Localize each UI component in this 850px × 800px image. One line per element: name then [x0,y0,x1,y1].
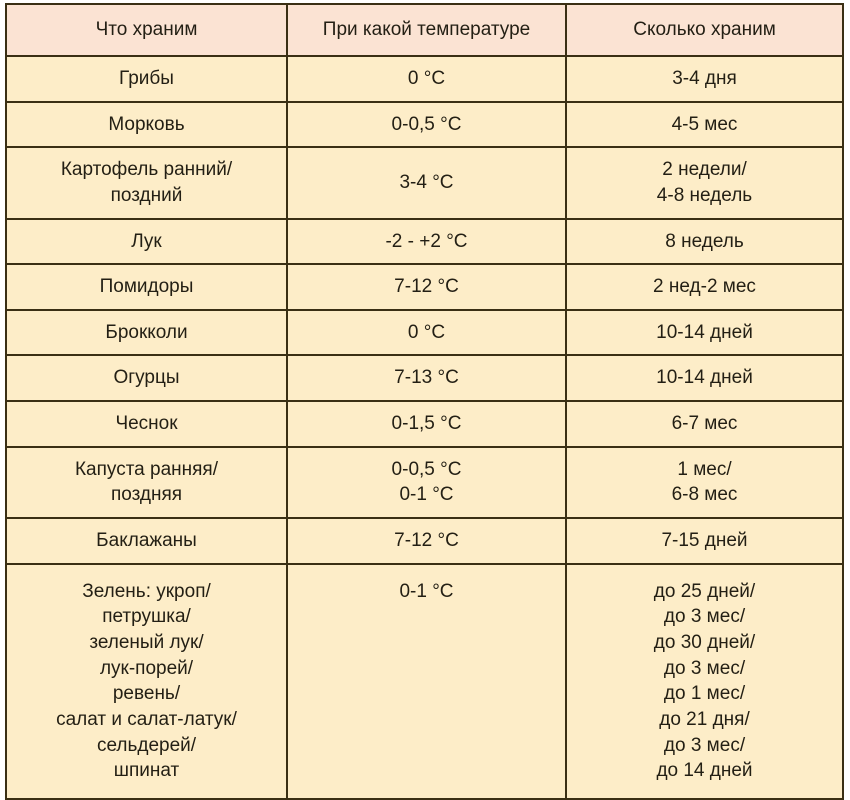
cell-what-line: Морковь [108,113,185,135]
storage-table-container [5,3,842,800]
cell-temperature-line: -2 - +2 °C [385,230,468,252]
cell-duration-line: 10-14 дней [656,367,753,389]
cell-temperature-lines [294,365,559,391]
cell-temperature [287,401,566,447]
cell-temperature-line: 0-0,5 °C [391,458,462,480]
cell-temperature-line: 0 °C [407,321,446,343]
cell-temperature-lines [294,229,559,255]
cell-duration [566,264,843,310]
cell-temperature-line: 0-1,5 °C [391,413,462,435]
cell-duration-line: до 30 дней/ [653,631,756,653]
cell-duration-lines [573,229,836,255]
cell-temperature-lines [294,112,559,138]
cell-duration [566,219,843,265]
cell-duration-lines [573,274,836,300]
cell-temperature-lines [294,274,559,300]
cell-duration-line: 1 мес/ [677,458,732,480]
cell-duration-line: 7-15 дней [661,530,748,552]
cell-what-lines [13,320,280,346]
cell-temperature-line: 7-12 °C [394,530,459,552]
cell-what [6,355,287,401]
cell-what-lines [13,157,280,208]
cell-duration [566,147,843,218]
column-header-what: Что храним [6,4,287,56]
cell-duration-line: до 1 мес/ [663,683,746,705]
cell-temperature [287,56,566,102]
cell-what-lines [13,579,280,784]
table-row [6,147,843,218]
cell-temperature-line: 0-1 °C [399,484,454,506]
cell-what-line: Картофель ранний/ [60,159,233,181]
cell-temperature-lines [294,411,559,437]
cell-temperature-lines [294,320,559,346]
cell-temperature-lines [294,457,559,508]
header-row [6,4,843,56]
cell-duration-line: 10-14 дней [656,321,753,343]
cell-duration [566,564,843,799]
cell-what [6,102,287,148]
table-row [6,447,843,518]
cell-what-lines [13,457,280,508]
cell-what-line: Лук [131,230,162,252]
cell-what-line: Грибы [119,68,174,89]
cell-what-line: шпинат [113,760,180,782]
cell-what [6,564,287,799]
table-row [6,518,843,564]
table-body [6,56,843,799]
cell-what-lines [13,411,280,437]
cell-duration-line: 6-8 мес [671,484,738,506]
cell-duration-line: 2 нед-2 мес [653,276,756,298]
cell-duration [566,310,843,356]
cell-temperature-line: 0-1 °C [399,580,454,602]
cell-what-line: поздний [110,184,183,206]
cell-duration-lines [573,457,836,508]
table-row [6,564,843,799]
table-row [6,56,843,102]
cell-what-line: салат и салат-латук/ [56,708,237,730]
cell-what [6,447,287,518]
cell-what-line: Брокколи [105,321,188,343]
cell-what-line: ревень/ [112,683,181,705]
cell-duration-line: до 14 дней [656,760,753,782]
cell-temperature [287,102,566,148]
cell-temperature [287,355,566,401]
cell-what [6,310,287,356]
cell-duration-lines [573,528,836,554]
cell-what [6,147,287,218]
cell-duration-line: до 3 мес/ [663,657,746,679]
cell-duration-lines [573,411,836,437]
cell-duration-lines [573,112,836,138]
cell-duration-line: 4-8 недель [656,184,753,206]
cell-what-line: Капуста ранняя/ [74,458,219,480]
cell-duration-line: 6-7 мес [671,413,738,435]
cell-duration-lines [573,365,836,391]
cell-what-line: петрушка/ [102,606,191,628]
cell-what [6,401,287,447]
cell-what-lines [13,365,280,391]
cell-temperature-line: 7-12 °C [394,276,459,298]
table-header [6,4,843,56]
cell-duration-line: 8 недель [665,230,744,252]
cell-duration [566,355,843,401]
cell-what [6,219,287,265]
cell-duration-lines [573,66,836,92]
cell-duration-line: 3-4 дня [672,68,737,89]
table-row [6,401,843,447]
cell-what-lines [13,66,280,92]
cell-temperature [287,147,566,218]
cell-temperature-line: 0 °C [407,68,446,89]
cell-what-line: Помидоры [99,276,194,298]
column-header-duration: Сколько храним [566,4,843,56]
cell-what-line: лук-порей/ [99,657,194,679]
table-row [6,219,843,265]
cell-what-line: поздняя [110,484,183,506]
cell-what-line: зеленый лук/ [89,631,204,653]
cell-duration-lines [573,157,836,208]
cell-what-lines [13,112,280,138]
cell-what-lines [13,229,280,255]
cell-duration-line: до 25 дней/ [653,580,756,602]
cell-temperature-lines [294,66,559,92]
table-row [6,310,843,356]
cell-temperature-lines [294,528,559,554]
cell-duration-lines [573,320,836,346]
cell-temperature-line: 0-0,5 °C [391,113,462,135]
cell-temperature [287,564,566,799]
cell-duration-line: 4-5 мес [671,113,738,135]
cell-temperature [287,518,566,564]
cell-temperature [287,219,566,265]
cell-what-line: Чеснок [115,413,178,435]
table-row [6,264,843,310]
cell-duration [566,102,843,148]
cell-temperature-lines [294,170,559,196]
column-header-temperature: При какой температуре [287,4,566,56]
cell-what [6,264,287,310]
cell-temperature [287,447,566,518]
cell-temperature-lines [294,579,559,605]
cell-what-lines [13,528,280,554]
cell-temperature [287,264,566,310]
cell-duration-line: до 3 мес/ [663,734,746,756]
cell-duration-lines [573,579,836,784]
table-row [6,355,843,401]
cell-duration [566,56,843,102]
cell-temperature-line: 7-13 °C [394,367,459,389]
cell-what-line: Огурцы [113,367,180,389]
cell-what-lines [13,274,280,300]
vegetable-storage-table [5,3,844,800]
cell-duration-line: до 3 мес/ [663,606,746,628]
cell-what-line: Зелень: укроп/ [82,580,211,602]
cell-what-line: Баклажаны [96,530,197,552]
cell-temperature-line: 3-4 °C [399,172,454,194]
cell-what-line: сельдерей/ [96,734,197,756]
table-row [6,102,843,148]
cell-duration [566,447,843,518]
cell-temperature [287,310,566,356]
cell-duration-line: до 21 дня/ [659,708,750,730]
cell-what [6,56,287,102]
cell-duration-line: 2 недели/ [662,159,747,181]
cell-what [6,518,287,564]
cell-duration [566,518,843,564]
cell-duration [566,401,843,447]
